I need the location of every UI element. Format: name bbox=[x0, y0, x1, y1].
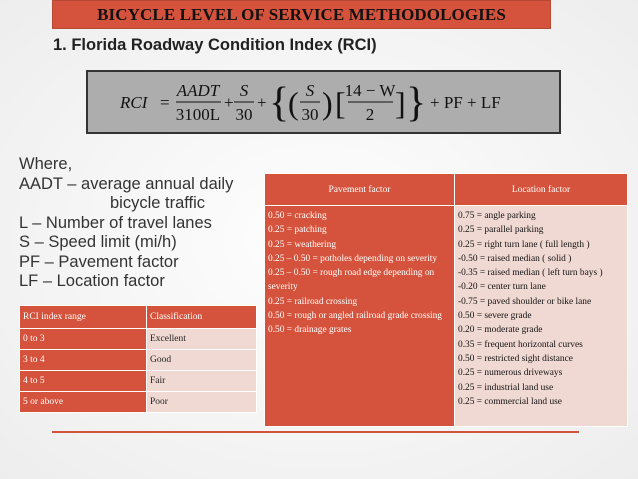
formula-tail: + PF + LF bbox=[430, 93, 501, 112]
location-item: 0.25 = parallel parking bbox=[458, 225, 544, 236]
classification-cell: Good bbox=[147, 350, 257, 371]
left-bracket: [ bbox=[335, 85, 346, 121]
table-row bbox=[20, 371, 257, 392]
term4-denominator: 2 bbox=[365, 105, 375, 124]
location-factor-header: Location factor bbox=[455, 174, 628, 206]
location-factor-cell bbox=[455, 206, 628, 427]
factor-table bbox=[264, 173, 628, 427]
right-bracket: ] bbox=[395, 85, 406, 121]
pavement-item: 0.25 = railroad crossing bbox=[268, 296, 358, 307]
location-item: 0.25 = commercial land use bbox=[458, 396, 562, 407]
term1-numerator: AADT bbox=[176, 81, 220, 100]
table-row bbox=[265, 206, 628, 427]
definition-line: S – Speed limit (mi/h) bbox=[19, 233, 177, 251]
term3-denominator: 30 bbox=[301, 105, 319, 124]
classification-cell: Poor bbox=[147, 392, 257, 413]
plus-sign-1: + bbox=[224, 93, 234, 112]
pavement-item: 0.50 = drainage grates bbox=[268, 325, 352, 336]
right-curly-brace: } bbox=[406, 80, 427, 126]
left-curly-brace: { bbox=[269, 80, 290, 126]
location-item: 0.50 = severe grade bbox=[458, 311, 532, 322]
header-cell: Classification bbox=[147, 306, 257, 329]
formula-box bbox=[86, 70, 561, 134]
range-cell: 5 or above bbox=[20, 392, 147, 413]
definition-line: L – Number of travel lanes bbox=[19, 213, 212, 232]
term2-denominator: 30 bbox=[235, 105, 253, 124]
definition-line: bicycle traffic bbox=[110, 194, 206, 212]
header-cell: RCI index range bbox=[20, 306, 147, 329]
pavement-item: 0.25 – 0.50 = rough road edge depending on severity bbox=[268, 268, 435, 293]
formula-lhs: RCI bbox=[120, 93, 148, 112]
range-cell: 4 to 5 bbox=[20, 371, 147, 392]
right-paren: ) bbox=[322, 85, 333, 121]
location-item: 0.20 = moderate grade bbox=[458, 325, 543, 336]
pavement-item: 0.50 = rough or angled railroad grade crossing bbox=[268, 311, 442, 322]
table-header-row bbox=[20, 306, 257, 329]
definition-line: AADT – average annual daily bbox=[19, 174, 234, 193]
location-item: 0.25 = right turn lane ( full length ) bbox=[458, 239, 590, 250]
rci-classification-table bbox=[19, 305, 257, 413]
left-paren: ( bbox=[288, 85, 299, 121]
table-header-row bbox=[265, 174, 628, 206]
term1-denominator: 3100L bbox=[175, 105, 221, 124]
location-item: -0.75 = paved shoulder or bike lane bbox=[458, 296, 592, 307]
formula-equals: = bbox=[160, 93, 170, 112]
location-item: -0.20 = center turn lane bbox=[458, 282, 546, 293]
definition-line: Where, bbox=[19, 155, 73, 173]
pavement-factor-cell bbox=[265, 206, 455, 427]
definition-line: PF – Pavement factor bbox=[19, 252, 179, 271]
pavement-item: 0.25 – 0.50 = potholes depending on severity bbox=[268, 253, 438, 264]
pavement-item: 0.50 = cracking bbox=[268, 211, 327, 221]
location-item: 0.50 = restricted sight distance bbox=[458, 353, 573, 364]
table-row bbox=[20, 392, 257, 413]
table-row bbox=[20, 350, 257, 371]
range-cell: 3 to 4 bbox=[20, 350, 147, 371]
section-subtitle: 1. Florida Roadway Condition Index (RCI) bbox=[53, 36, 377, 54]
location-item: 0.75 = angle parking bbox=[458, 211, 536, 221]
range-cell: 0 to 3 bbox=[20, 329, 147, 350]
location-item: -0.35 = raised median ( left turn bays ) bbox=[458, 268, 603, 279]
table-row bbox=[20, 329, 257, 350]
location-item: 0.25 = numerous driveways bbox=[458, 368, 563, 379]
variable-definitions bbox=[19, 155, 233, 292]
location-item: -0.50 = raised median ( solid ) bbox=[458, 253, 572, 264]
location-item: 0.35 = frequent horizontal curves bbox=[458, 339, 583, 350]
plus-sign-2: + bbox=[257, 93, 267, 112]
definition-line: LF – Location factor bbox=[19, 272, 165, 290]
pavement-factor-header: Pavement factor bbox=[265, 174, 455, 206]
term4-numerator: 14 − W bbox=[344, 81, 396, 100]
title-banner bbox=[52, 0, 551, 29]
slide-title: BICYCLE LEVEL OF SERVICE METHODOLOGIES bbox=[97, 4, 506, 24]
pavement-item: 0.25 = patching bbox=[268, 225, 327, 236]
term3-numerator: S bbox=[305, 81, 315, 100]
classification-cell: Excellent bbox=[147, 329, 257, 350]
classification-cell: Fair bbox=[147, 371, 257, 392]
pavement-item: 0.25 = weathering bbox=[268, 239, 337, 250]
bottom-divider bbox=[52, 431, 579, 433]
term2-numerator: S bbox=[239, 81, 249, 100]
location-item: 0.25 = industrial land use bbox=[458, 382, 554, 393]
rci-formula bbox=[88, 72, 559, 132]
